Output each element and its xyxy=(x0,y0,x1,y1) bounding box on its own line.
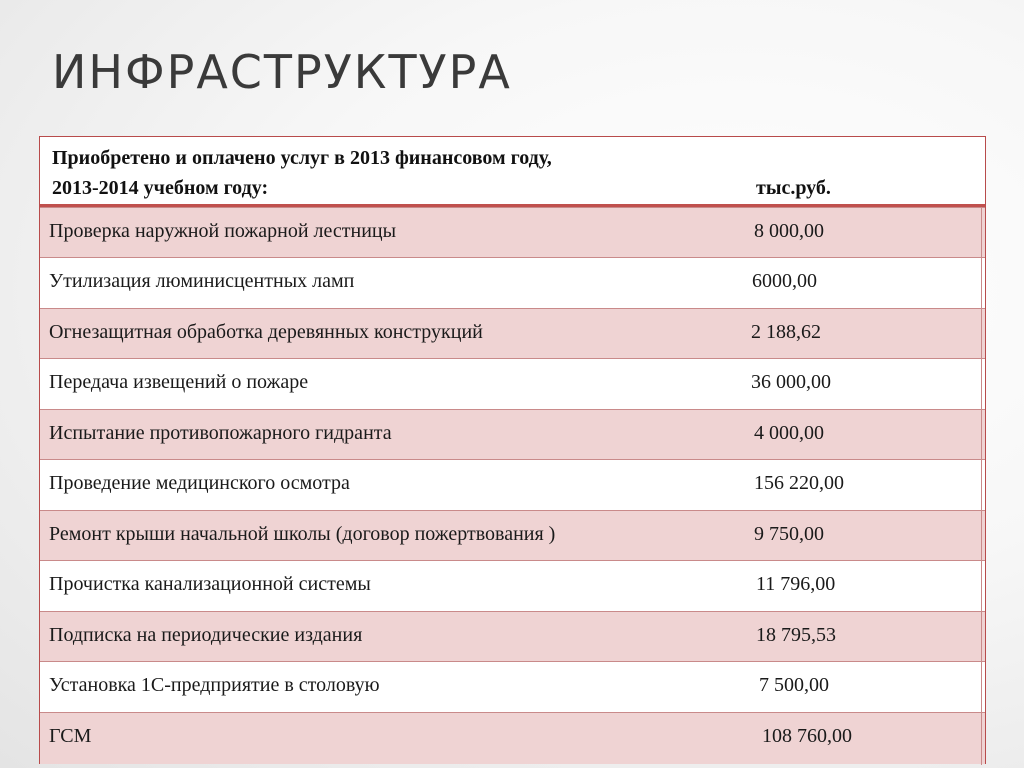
row-amount: 8 000,00 xyxy=(754,220,824,242)
row-amount: 11 796,00 xyxy=(756,573,836,595)
header-caption-line2: 2013-2014 учебном году: xyxy=(52,177,269,199)
slide-title: ИНФРАСТРУКТУРА xyxy=(52,45,512,99)
header-unit: тыс.руб. xyxy=(756,177,831,199)
table-row xyxy=(40,611,985,661)
row-amount: 18 795,53 xyxy=(756,624,836,646)
row-amount: 108 760,00 xyxy=(762,725,852,747)
table-row xyxy=(40,358,985,408)
table-row xyxy=(40,510,985,560)
table-row xyxy=(40,257,985,307)
table-row xyxy=(40,459,985,509)
row-service-name: Испытание противопожарного гидранта xyxy=(49,422,392,444)
row-service-name: Подписка на периодические издания xyxy=(49,624,363,646)
row-service-name: Прочистка канализационной системы xyxy=(49,573,371,595)
row-service-name: Установка 1С-предприятие в столовую xyxy=(49,674,380,696)
table-row xyxy=(40,712,985,764)
table-row xyxy=(40,207,985,257)
row-amount: 9 750,00 xyxy=(754,523,824,545)
table-row xyxy=(40,661,985,711)
row-amount: 2 188,62 xyxy=(751,321,821,343)
expenses-table xyxy=(39,136,986,764)
table-row xyxy=(40,560,985,610)
row-amount: 156 220,00 xyxy=(754,472,844,494)
row-amount: 36 000,00 xyxy=(751,371,831,393)
table-row xyxy=(40,409,985,459)
row-service-name: Передача извещений о пожаре xyxy=(49,371,309,393)
table-right-edge xyxy=(981,207,982,765)
row-service-name: Огнезащитная обработка деревянных конструкций xyxy=(49,321,483,343)
row-service-name: Проведение медицинского осмотра xyxy=(49,472,350,494)
table-row xyxy=(40,308,985,358)
row-service-name: Ремонт крыши начальной школы (договор пожертвования ) xyxy=(49,523,556,545)
table-header xyxy=(40,137,985,207)
row-amount: 7 500,00 xyxy=(759,674,829,696)
row-amount: 4 000,00 xyxy=(754,422,824,444)
header-caption-line1: Приобретено и оплачено услуг в 2013 финансовом году, xyxy=(52,147,552,169)
row-service-name: Утилизация люминисцентных ламп xyxy=(49,270,355,292)
row-service-name: Проверка наружной пожарной лестницы xyxy=(49,220,397,242)
row-service-name: ГСМ xyxy=(49,725,92,747)
row-amount: 6000,00 xyxy=(752,270,817,292)
